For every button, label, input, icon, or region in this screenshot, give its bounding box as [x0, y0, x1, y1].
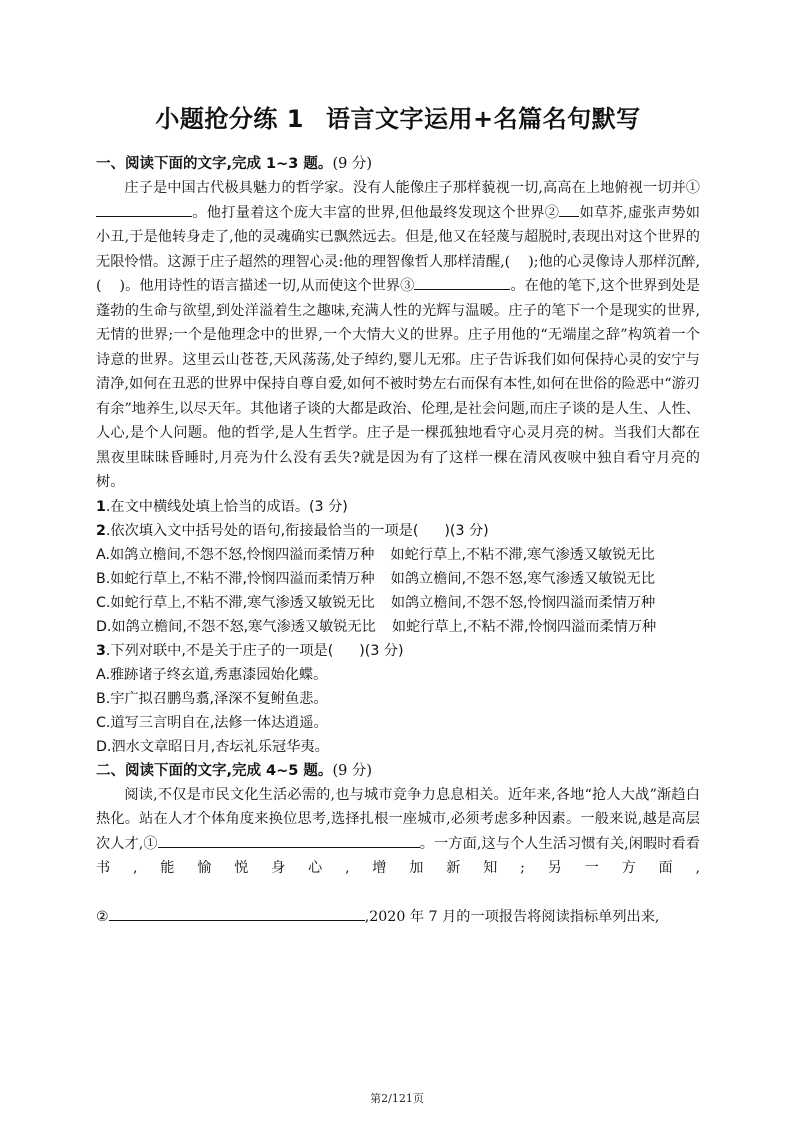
question-1-text: .在文中横线处填上恰当的成语。(3 分): [105, 498, 348, 515]
q3-option-a[interactable]: A.雅跡诸子终玄道,秀惠漆园始化蝶。: [96, 666, 328, 683]
question-1-number: 1: [96, 498, 106, 515]
blank-marker-2: ②: [544, 204, 560, 221]
fill-blank-3[interactable]: [414, 275, 510, 290]
q2-option-b[interactable]: B.如蛇行草上,不粘不滞,怜悯四溢而柔情万种 如鸽立檐间,不怨不怒,寒气渗透又敏锐无比: [96, 570, 656, 587]
section-2-heading: [96, 759, 700, 783]
question-1: [96, 495, 700, 519]
fill-blank-s2-1[interactable]: [158, 833, 420, 848]
section-2-passage: 阅读,不仅是市民文化生活必需的,也与城市竞争力息息相关。近年来,各地“抢人大战”渐趋白热化。站在人才个体角度来换位思考,选择扎根一座城市,必须考虑多种因素。一般来说,越是高层次人才,① 。一方面,这与个人生活习惯有关,闲暇时看看书,能愉悦身心,增加新知;另一方面,② ,2020 年 7 月的一项报告将阅读指标单列出来,: [96, 786, 700, 925]
page-title: [96, 100, 700, 138]
blank-marker-1: ①: [685, 180, 700, 196]
section-1-points: (9 分): [332, 156, 373, 172]
q2-option-d[interactable]: D.如鸽立檐间,不怨不怒,寒气渗透又敏锐无比 如蛇行草上,不粘不滞,怜悯四溢而柔情万种: [96, 618, 657, 635]
section-1-heading: [96, 152, 700, 176]
q3-option-b[interactable]: B.宇广拟召鹏鸟翥,泽深不复鲋鱼悲。: [96, 690, 328, 707]
section-2-points: (9 分): [332, 762, 373, 779]
section-1-passage: 庄子是中国古代极具魅力的哲学家。没有人能像庄子那样藐视一切,高高在上地俯视一切并①。他打量着这个庞大丰富的世界,但他最终发现这个世界② 如草芥,虚张声势如小丑,于是他转身走了,他的灵魂确实已飘然远去。但是,他又在轻蔑与超脱时,表现出对这个世界的无限怜惜。这源于庄子超然的理智心灵:他的理智像哲人那样清醒,( );他的心灵像诗人那样沉醉,( )。他用诗性的语言描述一切,从而使这个世界③ 。在他的笔下,这个世界到处是蓬勃的生命与欲望,到处洋溢着生之趣味,充满人性的光辉与温暖。庄子的笔下一个是现实的世界,无情的世界;一个是他理念中的世界,一个大情大义的世界。庄子用他的“无端崖之辞”构筑着一个诗意的世界。这里云山苍苍,天风荡荡,处子绰约,婴儿无邪。庄子告诉我们如何保持心灵的安宁与清净,如何在丑恶的世界中保持自尊自爱,如何不被时势左右而保有本性,如何在世俗的险恶中“游刃有余”地养生,以尽天年。其他诸子谈的大都是政治、伦理,是社会问题,而庄子谈的是人生、人性、人心,是个人问题。他的哲学,是人生哲学。庄子是一棵孤独地看守心灵月亮的树。当我们大都在黑夜里昧昧昏睡时,月亮为什么没有丢失?就是因为有了这样一棵在清风夜唳中独自看守月亮的树。: [96, 180, 701, 490]
q3-option-c[interactable]: C.道写三言明自在,法修一体达逍遥。: [96, 714, 328, 731]
title-part-2: 语言文字运用+名篇名句默写: [325, 105, 641, 133]
section-1-heading-text: 一、阅读下面的文字,完成 1~3 题。: [96, 156, 333, 172]
fill-blank-s2-2[interactable]: [109, 906, 365, 921]
question-3-number: 3: [96, 642, 106, 659]
blank-marker-3: ③: [400, 278, 415, 294]
question-2: 2.依次填入文中括号处的语句,衔接最恰当的一项是( )(3 分): [96, 522, 489, 539]
question-2-number: 2: [96, 522, 106, 539]
q2-option-c[interactable]: C.如蛇行草上,不粘不滞,寒气渗透又敏锐无比 如鸽立檐间,不怨不怒,怜悯四溢而柔情万种: [96, 594, 656, 611]
q3-option-d[interactable]: D.泗水文章昭日月,杏坛礼乐冠华夷。: [96, 738, 329, 755]
fill-blank-1[interactable]: [96, 202, 192, 217]
q2-option-a[interactable]: A.如鸽立檐间,不怨不怒,怜悯四溢而柔情万种 如蛇行草上,不粘不滞,寒气渗透又敏锐无比: [96, 546, 655, 563]
blank-marker-s2-1: ①: [143, 835, 158, 852]
question-3: 3.下列对联中,不是关于庄子的一项是( )(3 分): [96, 642, 404, 659]
document-page: [96, 100, 700, 930]
blank-marker-s2-2: ②: [96, 909, 109, 925]
section-2-heading-text: 二、阅读下面的文字,完成 4~5 题。: [96, 762, 333, 779]
title-part-1: 小题抢分练 1: [155, 105, 304, 133]
page-footer: 第2/121页: [370, 1092, 424, 1105]
fill-blank-2[interactable]: [559, 202, 579, 217]
